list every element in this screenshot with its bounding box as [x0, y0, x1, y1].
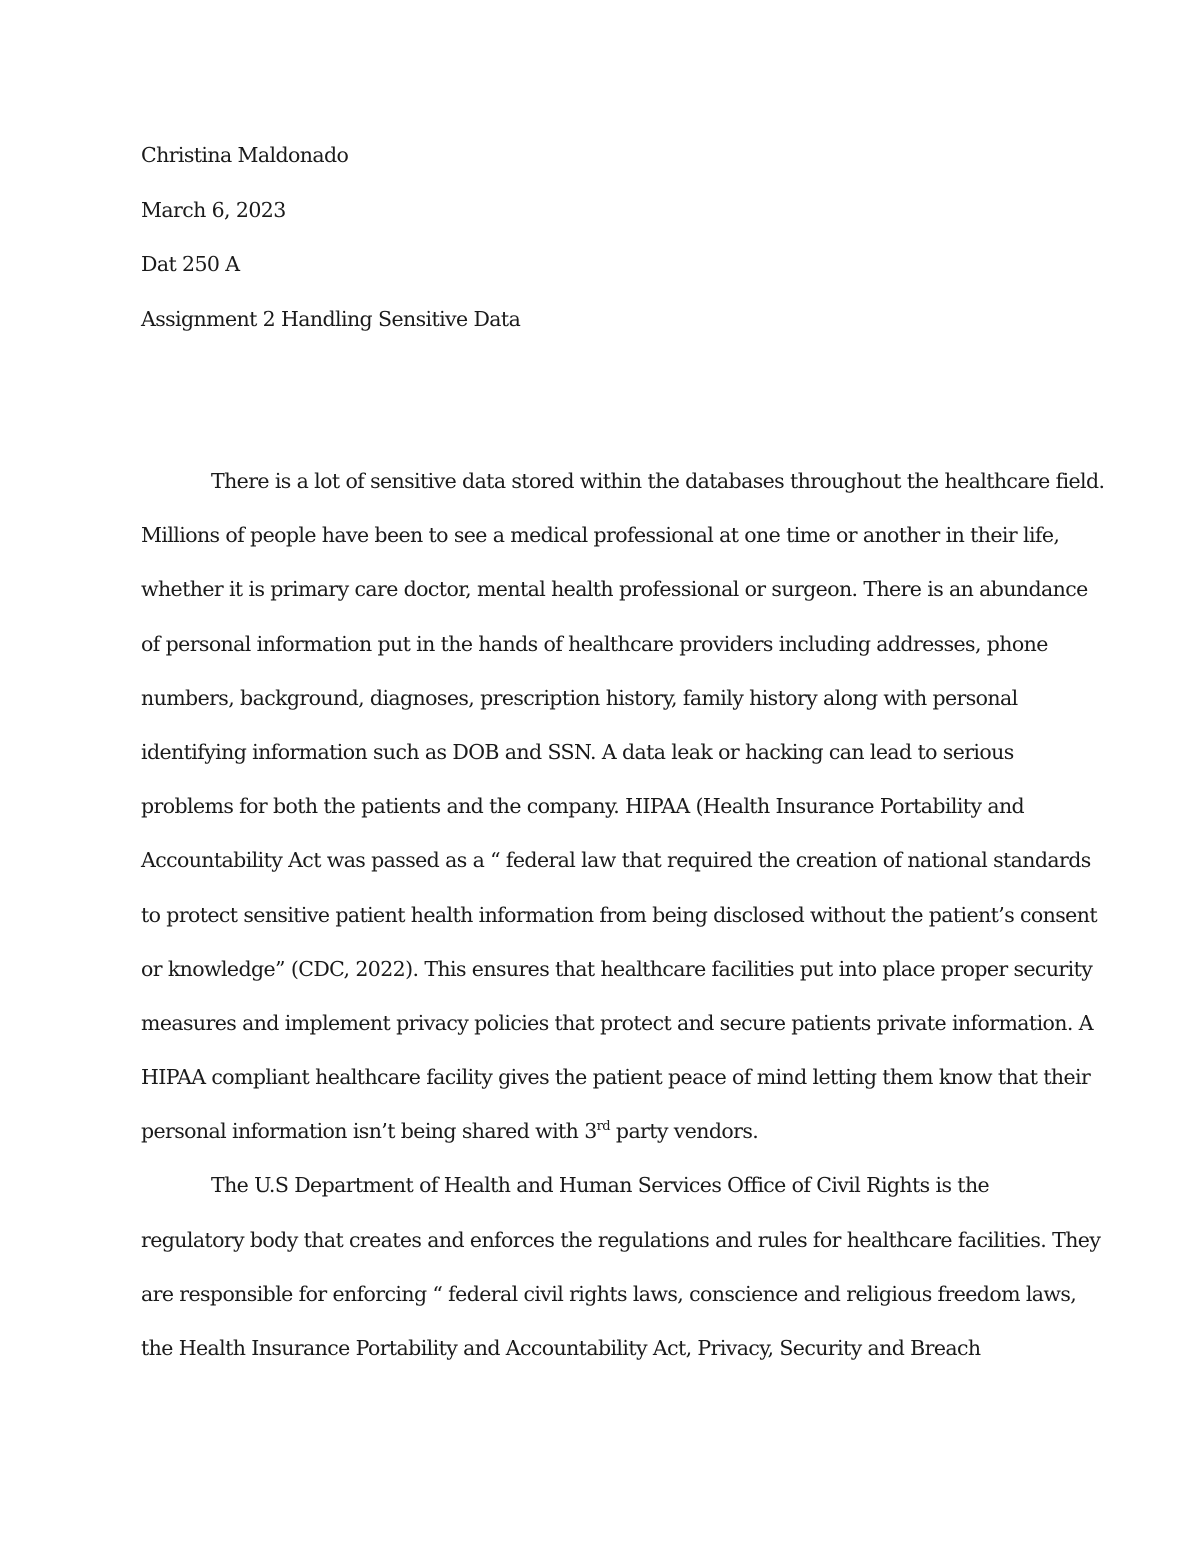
assignment-title: Assignment 2 Handling Sensitive Data: [141, 306, 521, 331]
paragraph-line: [141, 1116, 1066, 1170]
author-name: Christina Maldonado: [141, 143, 349, 167]
paragraph-line: identifying information such as DOB and SSN. A data leak or hacking can lead to serious: [141, 739, 1014, 764]
paragraph-line: problems for both the patients and the company. HIPAA (Health Insurance Portability and: [141, 794, 1025, 819]
paragraph-2: [141, 1170, 1101, 1387]
document-header: [141, 142, 1061, 360]
paragraph-line: HIPAA compliant healthcare facility gives the patient peace of mind letting them know that their: [141, 1065, 1091, 1090]
paragraph-line: of personal information put in the hands of healthcare providers including addresses, phone: [141, 631, 1048, 656]
paragraph-line: are responsible for enforcing “ federal civil rights laws, conscience and religious freedom laws,: [141, 1281, 1077, 1306]
paragraph-line: The U.S Department of Health and Human Services Office of Civil Rights is the: [211, 1173, 990, 1198]
ordinal-superscript: rd: [596, 1119, 610, 1135]
paragraph-line: There is a lot of sensitive data stored within the databases throughout the healthcare field.: [211, 469, 1105, 493]
paragraph-line: Accountability Act was passed as a “ federal law that required the creation of national standards: [141, 848, 1091, 873]
paragraph-line: or knowledge” (CDC, 2022). This ensures that healthcare facilities put into place proper security: [141, 956, 1093, 981]
paragraph-1: [141, 466, 1105, 1170]
paragraph-line: Millions of people have been to see a medical professional at one time or another in their life,: [141, 523, 1060, 548]
paragraph-line: the Health Insurance Portability and Accountability Act, Privacy, Security and Breach: [141, 1336, 981, 1360]
paragraph-line: numbers, background, diagnoses, prescription history, family history along with personal: [141, 685, 1018, 710]
paragraph-line: whether it is primary care doctor, mental health professional or surgeon. There is an abundance: [141, 577, 1088, 602]
document-body: [141, 466, 1105, 1387]
line-text: party vendors.: [610, 1119, 759, 1144]
paragraph-line: to protect sensitive patient health information from being disclosed without the patient’s consent: [141, 902, 1097, 927]
document-date: March 6, 2023: [141, 197, 286, 222]
line-text: personal information isn’t being shared with 3: [141, 1119, 597, 1144]
course-name: Dat 250 A: [141, 252, 240, 276]
paragraph-line: measures and implement privacy policies that protect and secure patients private information. A: [141, 1010, 1093, 1035]
paragraph-line: regulatory body that creates and enforces the regulations and rules for healthcare facilities. They: [141, 1227, 1101, 1252]
